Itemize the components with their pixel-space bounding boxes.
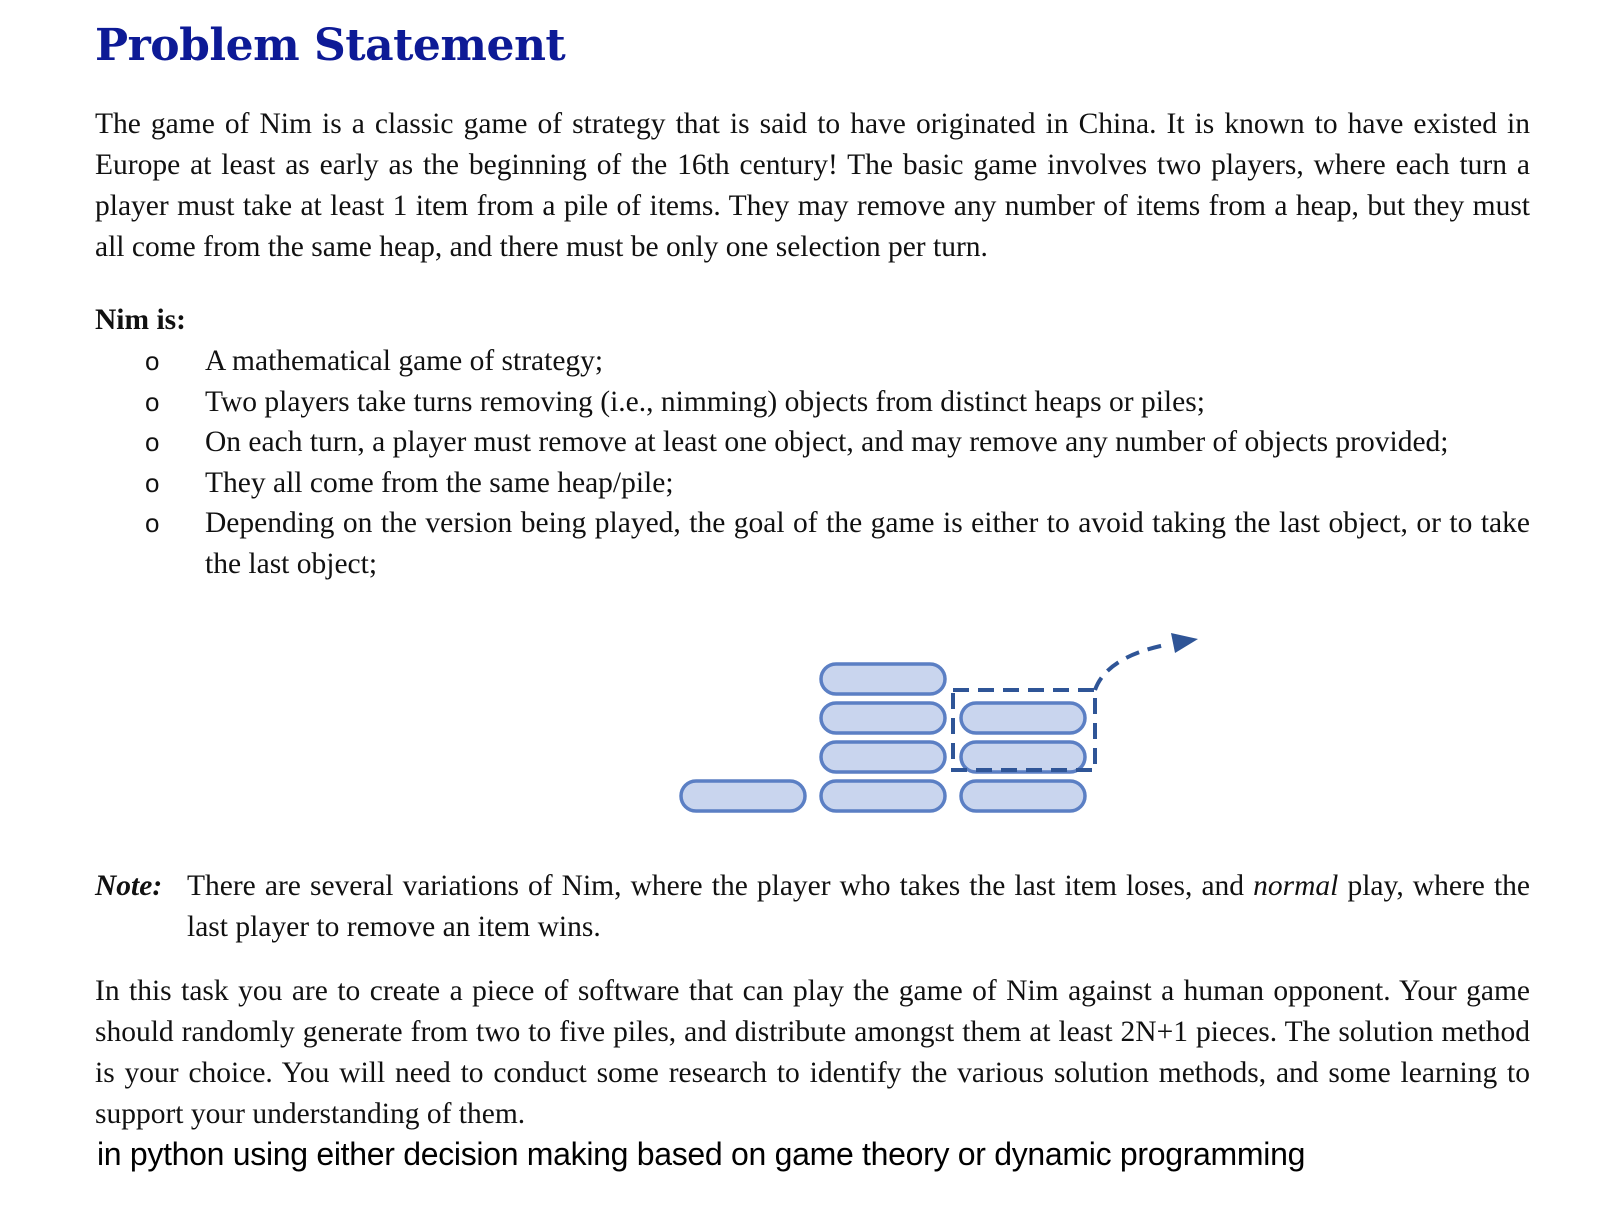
note-text [187,866,1530,948]
list-item-text: They all come from the same heap/pile; [205,466,674,499]
nim-piece [961,781,1085,811]
nim-bullet-list [95,341,1530,584]
nim-piece [681,781,805,811]
nim-piece [961,703,1085,733]
nim-piece [821,781,945,811]
list-item-text: Depending on the version being played, the goal of the game is either to avoid taking the last object, or to take the last object; [205,507,1530,580]
nim-piece [821,703,945,733]
note-emphasis: normal [1253,870,1339,902]
list-item [95,382,1530,423]
note-text-end: play, where the last player to remove an item wins. [187,870,1530,943]
list-item [95,341,1530,382]
page-title: Problem Statement [95,20,566,71]
bullet-circle-icon: o [145,386,160,417]
nim-piece [821,742,945,772]
bullet-circle-icon: o [145,508,160,538]
removal-arrow-path [1095,644,1170,690]
list-item-text: Two players take turns removing (i.e., nimming) objects from distinct heaps or piles; [205,385,1205,418]
nim-piles-diagram [675,628,1235,828]
nim-piece [821,664,945,694]
nim-heading: Nim is: [95,304,186,336]
note-text-start: There are several variations of Nim, where the player who takes the last item loses, and [187,870,1254,902]
bullet-circle-icon: o [145,346,160,376]
list-item [95,422,1530,463]
arrow-head-icon [1171,633,1198,653]
note-block [95,866,1530,948]
list-item [95,503,1530,584]
list-item [95,463,1530,504]
intro-paragraph: The game of Nim is a classic game of strategy that is said to have originated in China. It is known to have existed in Europe at least as early as the beginning of the 16th century! The basic game involves two players, where each turn a player must take at least 1 item from a pile of items. They may remove any number of items from a heap, but they must all come from the same heap, and there must be only one selection per turn. [95,108,1530,263]
list-item-text: On each turn, a player must remove at least one object, and may remove any number of objects provided; [205,426,1449,458]
added-instruction-line: in python using either decision making based on game theory or dynamic programming [97,1136,1306,1172]
nim-pieces-group [681,664,1085,811]
nim-piece [961,742,1085,772]
bullet-circle-icon: o [145,427,160,457]
bullet-circle-icon: o [145,467,160,498]
note-label: Note: [95,870,163,902]
task-paragraph: In this task you are to create a piece of software that can play the game of Nim against a human opponent. Your game should randomly generate from two to five piles, and distribute amongst them at least 2N+1 pieces. The solution method is your choice. You will need to conduct some research to identify the various solution methods, and some learning to support your understanding of them. [95,975,1530,1130]
list-item-text: A mathematical game of strategy; [205,345,604,377]
